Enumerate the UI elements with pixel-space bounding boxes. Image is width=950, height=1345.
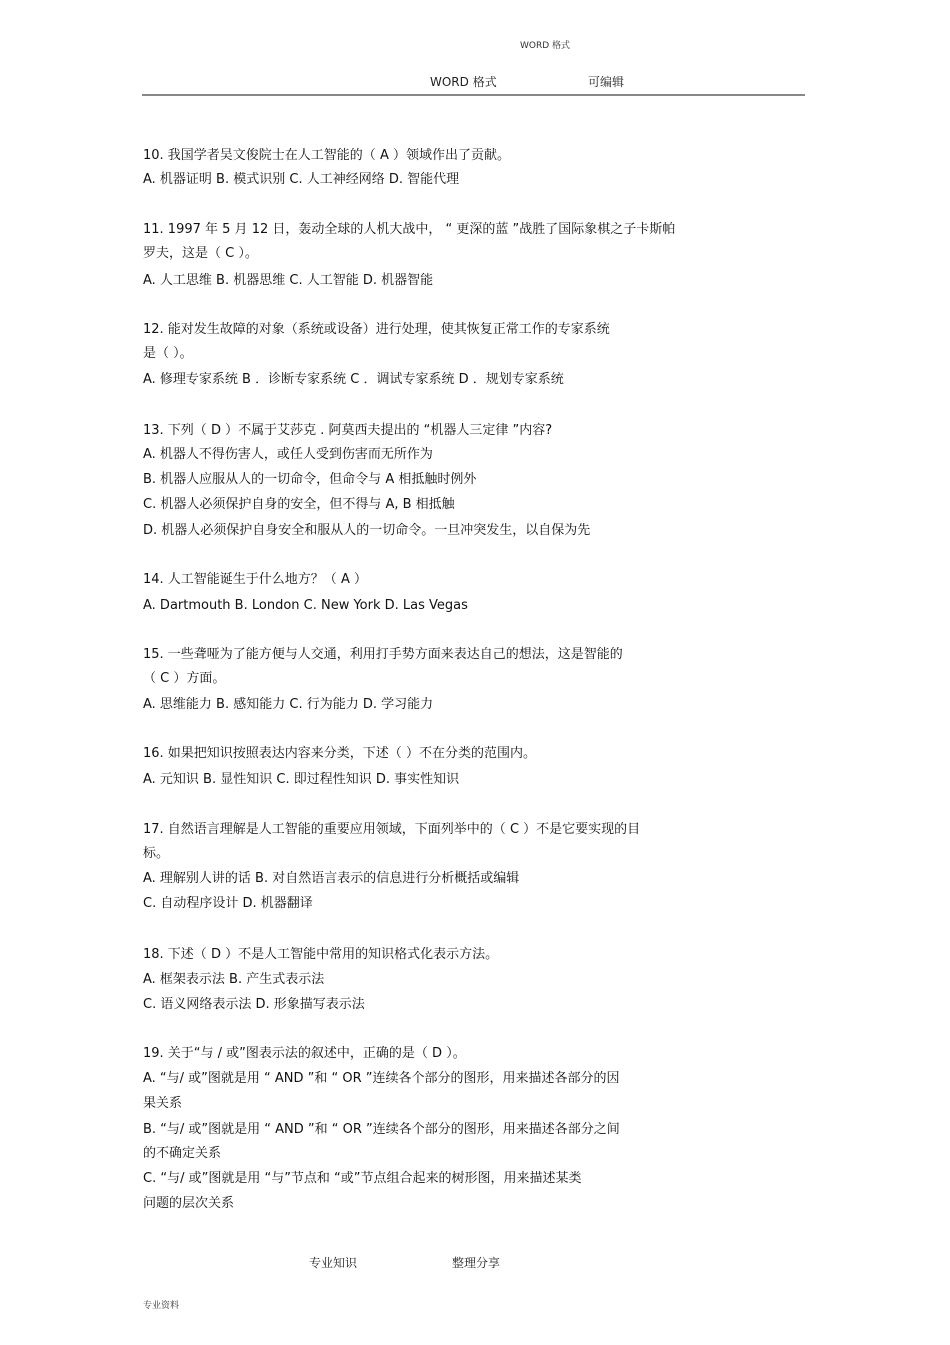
q13-option-b: B. 机器人应服从人的一切命令，但命令与 A 相抵触时例外 bbox=[143, 472, 477, 487]
q11-options-line-1: A. 人工思维 B. 机器思维 C. 人工智能 D. 机器智能 bbox=[143, 273, 434, 288]
q19-stem-line-1: 19. 关于“与 / 或”图表示法的叙述中，正确的是（ D ）。 bbox=[143, 1046, 466, 1061]
q10-options-line-1: A. 机器证明 B. 模式识别 C. 人工神经网络 D. 智能代理 bbox=[143, 172, 460, 187]
q17-stem-line-1: 17. 自然语言理解是人工智能的重要应用领域，下面列举中的（ C ）不是它要实现的目 bbox=[143, 822, 641, 837]
q13-option-a: A. 机器人不得伤害人，或任人受到伤害而无所作为 bbox=[143, 447, 433, 462]
q17-options-line-2: C. 自动程序设计 D. 机器翻译 bbox=[143, 896, 313, 911]
q15-stem-line-2: （ C ）方面。 bbox=[143, 671, 226, 686]
q19-option-c-line-2: 问题的层次关系 bbox=[143, 1196, 235, 1211]
q19-option-a-line-1: A. “与/ 或”图就是用 “ AND ”和 “ OR ”连续各个部分的图形，用来描述各部分的因 bbox=[143, 1071, 620, 1086]
q17-options-line-1: A. 理解别人讲的话 B. 对自然语言表示的信息进行分析概括或编辑 bbox=[143, 871, 520, 886]
q19-option-c-line-1: C. “与/ 或”图就是用 “与”节点和 “或”节点组合起来的树形图，用来描述某类 bbox=[143, 1171, 582, 1186]
header-left: WORD 格式 bbox=[430, 75, 497, 89]
page-footer: 专业资料 bbox=[143, 1301, 180, 1311]
footer-right: 整理分享 bbox=[452, 1256, 501, 1270]
q16-stem-line-1: 16. 如果把知识按照表达内容来分类，下述（ ）不在分类的范围内。 bbox=[143, 746, 536, 761]
q14-options-line-1: A. Dartmouth B. London C. New York D. Las Vegas bbox=[143, 598, 468, 613]
q14-stem-line-1: 14. 人工智能诞生于什么地方？（ A ） bbox=[143, 572, 367, 587]
q15-stem-line-1: 15. 一些聋哑为了能方便与人交通，利用打手势方面来表达自己的想法，这是智能的 bbox=[143, 647, 623, 662]
q18-options-line-1: A. 框架表示法 B. 产生式表示法 bbox=[143, 972, 325, 987]
q12-options-line-1: A. 修理专家系统 B ．诊断专家系统 C ．调试专家系统 D ．规划专家系统 bbox=[143, 372, 564, 387]
q19-option-b-line-2: 的不确定关系 bbox=[143, 1146, 222, 1161]
page-header-top: WORD 格式 bbox=[520, 41, 571, 51]
q18-stem-line-1: 18. 下述（ D ）不是人工智能中常用的知识格式化表示方法。 bbox=[143, 947, 499, 962]
q17-stem-line-2: 标。 bbox=[143, 846, 170, 861]
q13-option-c: C. 机器人必须保护自身的安全，但不得与 A, B 相抵触 bbox=[143, 497, 455, 512]
q11-stem-line-1: 11. 1997 年 5 月 12 日，轰动全球的人机大战中， “ 更深的蓝 ”战胜了国际象棋之子卡斯帕 bbox=[143, 222, 676, 237]
footer-left: 专业知识 bbox=[309, 1256, 358, 1270]
q11-stem-line-2: 罗夫，这是（ C ）。 bbox=[143, 246, 258, 261]
q13-stem-line-1: 13. 下列（ D ）不属于艾莎克 . 阿莫西夫提出的 “机器人三定律 ”内容? bbox=[143, 423, 553, 438]
q19-option-b-line-1: B. “与/ 或”图就是用 “ AND ”和 “ OR ”连续各个部分的图形，用来描述各部分之间 bbox=[143, 1122, 620, 1137]
q13-option-d: D. 机器人必须保护自身安全和服从人的一切命令。一旦冲突发生，以自保为先 bbox=[143, 523, 591, 538]
q12-stem-line-1: 12. 能对发生故障的对象（系统或设备）进行处理，使其恢复正常工作的专家系统 bbox=[143, 322, 610, 337]
q19-option-a-line-2: 果关系 bbox=[143, 1096, 183, 1111]
header-right: 可编辑 bbox=[588, 75, 625, 89]
q18-options-line-2: C. 语义网络表示法 D. 形象描写表示法 bbox=[143, 997, 365, 1012]
q10-stem-line-1: 10. 我国学者吴文俊院士在人工智能的（ A ）领域作出了贡献。 bbox=[143, 148, 510, 163]
header-rule bbox=[142, 94, 805, 96]
q15-options-line-1: A. 思维能力 B. 感知能力 C. 行为能力 D. 学习能力 bbox=[143, 697, 434, 712]
q16-options-line-1: A. 元知识 B. 显性知识 C. 即过程性知识 D. 事实性知识 bbox=[143, 772, 460, 787]
q12-stem-line-2: 是（ ）。 bbox=[143, 346, 193, 361]
